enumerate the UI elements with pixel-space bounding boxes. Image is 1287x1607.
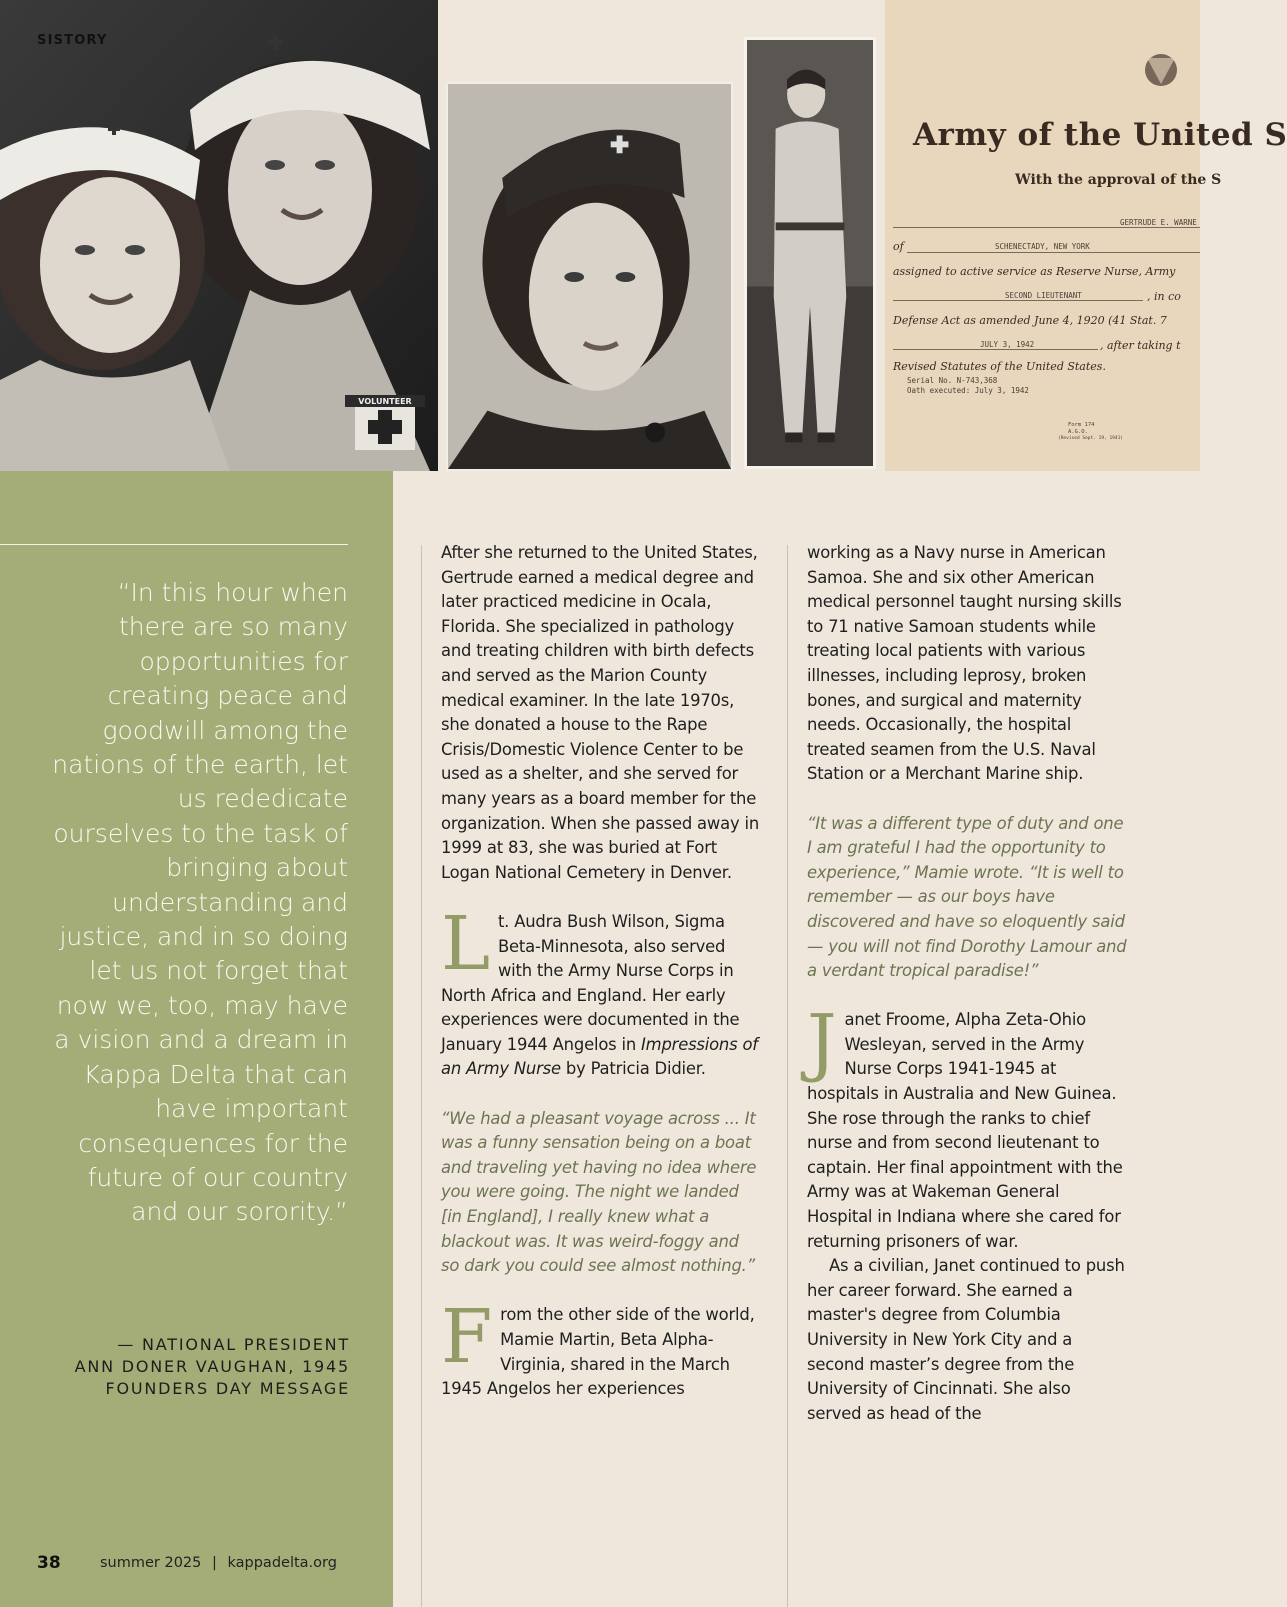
certificate-form-sub: A.G.O. — [1068, 429, 1088, 435]
site-link[interactable]: kappadelta.org — [227, 1555, 337, 1571]
page-number: 38 — [37, 1553, 61, 1573]
block-quote: “It was a different type of duty and one I am grateful I had the opportunity to experience,” Mamie wrote. “It is well to remember — as our boys have discovered and have so eloquently said — you will not find Dorothy Lamour and a verdant tropical paradise!” — [807, 813, 1127, 981]
certificate-oath: Oath executed: July 3, 1942 — [907, 386, 1029, 395]
paragraph-text: rom the other side of the world, Mamie Martin, Beta Alpha-Virginia, shared in the March 1945 Angelos her experiences — [441, 1305, 755, 1399]
certificate-name: GERTRUDE E. WARNE — [1120, 218, 1197, 227]
sidebar-divider — [0, 544, 348, 545]
drop-cap: L — [441, 900, 490, 987]
volunteer-badge-text: VOLUNTEER — [358, 397, 412, 406]
certificate-place: SCHENECTADY, NEW YORK — [995, 242, 1090, 251]
certificate-date-suffix: , after taking t — [1100, 339, 1181, 352]
certificate-subtitle: With the approval of the S — [1015, 172, 1222, 188]
certificate-defense: Defense Act as amended June 4, 1920 (41 Stat. 7 — [893, 314, 1167, 327]
footer-separator: | — [212, 1555, 217, 1571]
nurse-portrait-illustration — [448, 84, 731, 469]
certificate-paper — [885, 0, 1200, 471]
column-divider — [421, 545, 422, 1607]
drop-cap: J — [807, 999, 837, 1086]
certificate-rule — [893, 300, 1143, 301]
section-tag: SISTORY — [37, 33, 108, 48]
certificate-rule — [893, 349, 1098, 350]
certificate-rule — [907, 252, 1200, 253]
paragraph: working as a Navy nurse in American Samoa. She and six other American medical personnel taught nursing skills to 71 native Samoan students while treating local patients with various illnesses, including leprosy, broken bones, and surgical and maternity needs. Occasionally, the hospital treated seamen from the U.S. Naval Station or a Merchant Marine ship. — [807, 543, 1122, 784]
article-column-1 — [441, 541, 761, 1402]
attribution-line: FOUNDERS DAY MESSAGE — [105, 1379, 350, 1398]
paragraph-text: anet Froome, Alpha Zeta-Ohio Wesleyan, served in the Army Nurse Corps 1941-1945 at hospitals in Australia and New Guinea. She rose through the ranks to chief nurse and from second lieutenant to captain. Her final appointment with the Army was at Wakeman General Hospital in Indiana where she cared for returning prisoners of war. — [807, 1010, 1123, 1251]
photo-nurse-portrait — [446, 82, 733, 471]
article-title: Impressions of an Army Nurse — [441, 1034, 758, 1079]
issue-label: summer 2025 — [100, 1555, 202, 1571]
nurse-standing-illustration — [747, 40, 873, 466]
certificate-date: JULY 3, 1942 — [980, 340, 1035, 349]
quote-attribution — [50, 1334, 350, 1400]
certificate-rank: SECOND LIEUTENANT — [1005, 291, 1082, 300]
article-column-2 — [807, 541, 1127, 1426]
photo-nurse-standing — [744, 37, 876, 469]
photo-army-certificate: Army of the United S With the approval of the S GERTRUDE E. WARNE of SCHENECTADY, NEW YORK assigned to active service as Reserve Nurse, Army SECOND LIEUTENANT , in co Defense Act as amended June 4, 1920 (41 Stat. 7 JULY 3, 1942 , after taking t Revised Statutes of the United States. Serial No. N-743,368 Oath executed: July 3, 1942 Form 174 A.G.O. (Revised Sept. 19, 1941) — [885, 0, 1200, 471]
paragraph — [441, 1294, 761, 1401]
attribution-line: ANN DONER VAUGHAN, 1945 — [74, 1357, 350, 1376]
block-quote: “We had a pleasant voyage across ... It was a funny sensation being on a boat and traveling yet having no idea where you were going. The night we landed [in England], I really knew what a blackout was. It was weird-foggy and so dark you could see almost nothing.” — [441, 1108, 757, 1276]
certificate-form-rev: (Revised Sept. 19, 1941) — [1058, 436, 1124, 441]
footer-info — [100, 1555, 337, 1571]
photo-two-nurses — [0, 0, 438, 471]
paragraph: After she returned to the United States, Gertrude earned a medical degree and later practiced medicine in Ocala, Florida. She specialized in pathology and treating children with birth defects and served as the Marion County medical examiner. In the late 1970s, she donated a house to the Rape Crisis/Domestic Violence Center to be used as a shelter, and she served for many years as a board member for the organization. When she passed away in 1999 at 83, she was buried at Fort Logan National Cemetery in Denver. — [441, 543, 760, 882]
drop-cap: F — [441, 1294, 493, 1381]
paragraph: As a civilian, Janet continued to push her career forward. She earned a master's degree from Columbia University in New York City and a second master’s degree from the University of Cincinnati. She also served as head of the — [807, 1256, 1125, 1423]
certificate-serial: Serial No. N-743,368 — [907, 376, 998, 385]
certificate-rule — [893, 227, 1200, 228]
certificate-rank-suffix: , in co — [1147, 290, 1181, 303]
certificate-statutes: Revised Statutes of the United States. — [893, 360, 1106, 373]
column-divider — [787, 545, 788, 1607]
paragraph — [441, 900, 761, 1082]
paragraph — [807, 999, 1127, 1254]
certificate-form: Form 174 — [1068, 422, 1095, 428]
paragraph-text: t. Audra Bush Wilson, Sigma Beta-Minnesota, also served with the Army Nurse Corps in North Africa and England. Her early experiences were documented in the January 1944 Angelos in — [441, 911, 740, 1054]
certificate-assigned: assigned to active service as Reserve Nurse, Army — [893, 265, 1176, 278]
paragraph-text: by Patricia Didier. — [560, 1059, 706, 1079]
attribution-line: — NATIONAL PRESIDENT — [117, 1335, 350, 1354]
two-nurses-illustration — [0, 0, 438, 471]
pull-quote: “In this hour when there are so many opportunities for creating peace and goodwill among the nations of the earth, let us rededicate ourselves to the task of bringing about understanding and justice, and in so doing let us not forget that now we, too, may have a vision and a dream in Kappa Delta that can have important consequences for the future of our country and our sorority.” — [52, 578, 348, 1227]
certificate-title: Army of the United S — [913, 117, 1287, 153]
